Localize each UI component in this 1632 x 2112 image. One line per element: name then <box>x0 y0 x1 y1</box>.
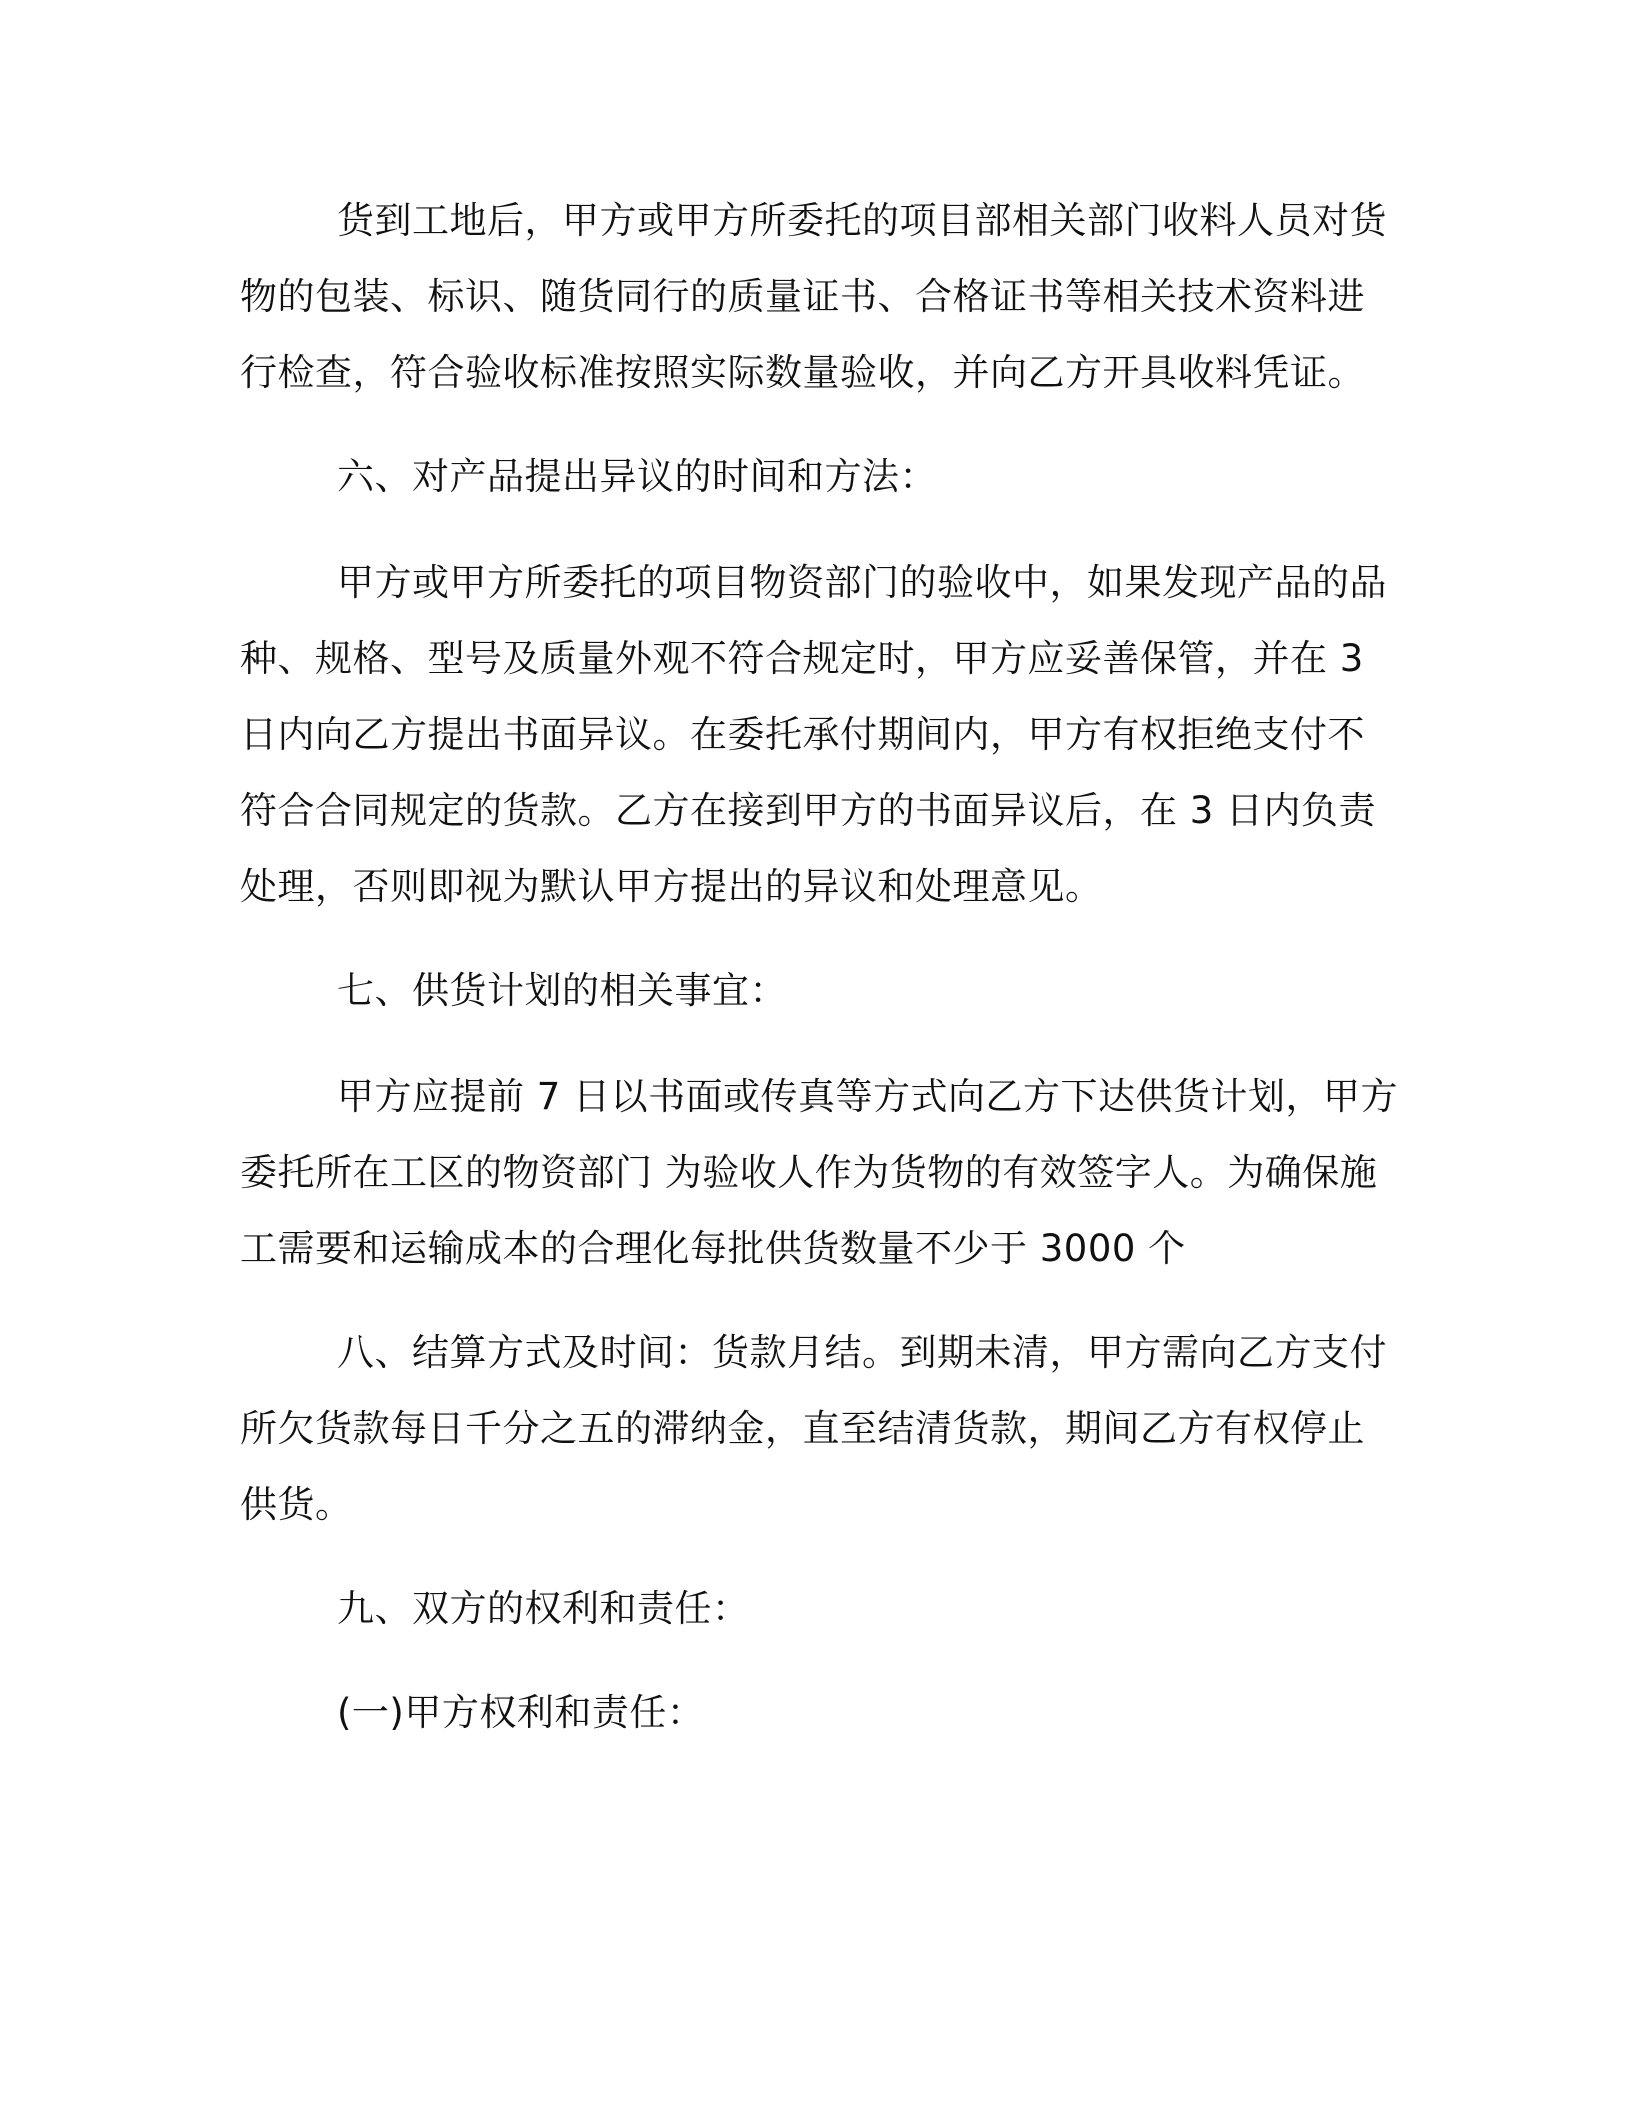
subsection-heading-1: (一)甲方权利和责任： <box>337 1691 705 1734</box>
paragraph-3-line-3: 日内向乙方提出书面异议。在委托承付期间内，甲方有权拒绝支付不 <box>240 713 1365 756</box>
paragraph-8-line-1: 八、结算方式及时间：货款月结。到期未清，甲方需向乙方支付 <box>337 1331 1387 1374</box>
paragraph-5-line-2: 委托所在工区的物资部门 为验收人作为货物的有效签字人。为确保施 <box>240 1151 1378 1194</box>
paragraph-3-line-2: 种、规格、型号及质量外观不符合规定时，甲方应妥善保管，并在 3 <box>240 637 1364 680</box>
paragraph-3-line-5: 处理，否则即视为默认甲方提出的异议和处理意见。 <box>240 865 1103 908</box>
paragraph-5-line-3: 工需要和运输成本的合理化每批供货数量不少于 3000 个 <box>240 1227 1186 1270</box>
section-heading-9: 九、双方的权利和责任： <box>337 1587 750 1630</box>
paragraph-3-line-4: 符合合同规定的货款。乙方在接到甲方的书面异议后，在 3 日内负责 <box>240 789 1377 832</box>
section-heading-7: 七、供货计划的相关事宜： <box>337 969 787 1012</box>
paragraph-1-line-2: 物的包装、标识、随货同行的质量证书、合格证书等相关技术资料进 <box>240 275 1365 318</box>
paragraph-8-line-2: 所欠货款每日千分之五的滞纳金，直至结清货款，期间乙方有权停止 <box>240 1407 1365 1450</box>
section-heading-6: 六、对产品提出异议的时间和方法： <box>337 455 937 498</box>
paragraph-1-line-3: 行检查，符合验收标准按照实际数量验收，并向乙方开具收料凭证。 <box>240 351 1365 394</box>
paragraph-8-line-3: 供货。 <box>240 1483 353 1526</box>
paragraph-5-line-1: 甲方应提前 7 日以书面或传真等方式向乙方下达供货计划，甲方 <box>337 1075 1399 1118</box>
paragraph-1-line-1: 货到工地后，甲方或甲方所委托的项目部相关部门收料人员对货 <box>337 199 1387 242</box>
paragraph-3-line-1: 甲方或甲方所委托的项目物资部门的验收中，如果发现产品的品 <box>337 561 1387 604</box>
